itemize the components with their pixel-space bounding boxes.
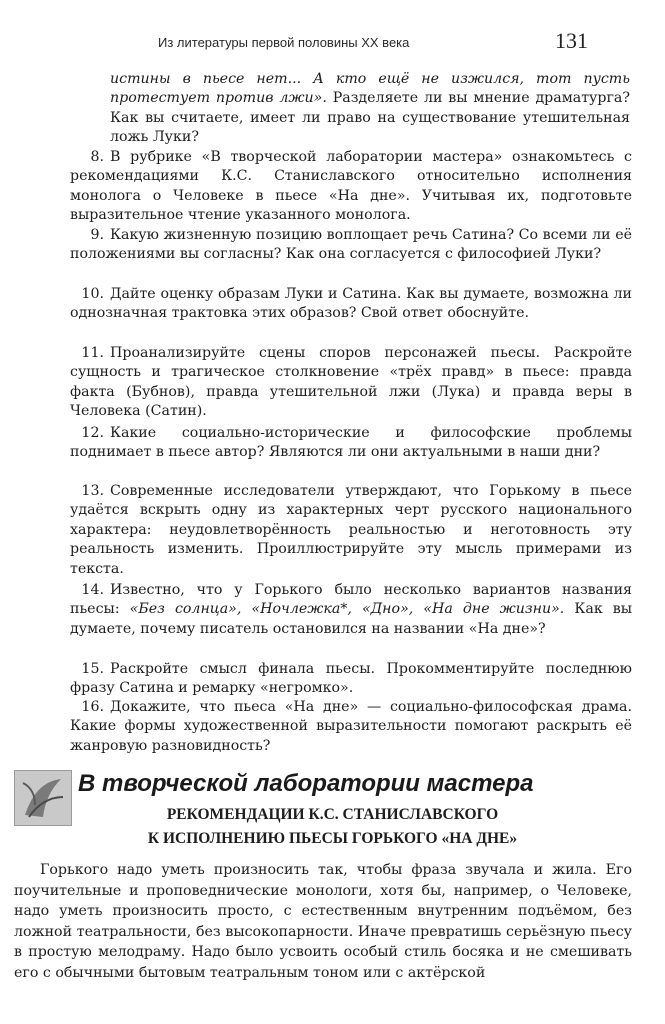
question-9 [70, 226, 632, 265]
question-text: Раскройте смысл финала пьесы. Прокомментируйте последнюю фразу Сатина и ремарку «негромко». [70, 661, 632, 697]
question-text: Современные исследователи утверждают, что Горькому в пьесе удаётся вскрыть одну из характерных черт русского национального характера: неудовлетворённость реальностью и неготовность эту реальность изменить. Проиллюстрируйте эту мысль примерами из текста. [70, 483, 632, 577]
section-heading: В творческой лаборатории мастера [78, 770, 534, 797]
subtitle-line-2: К ИСПОЛНЕНИЮ ПЬЕСЫ ГОРЬКОГО «НА ДНЕ» [147, 830, 518, 847]
question-number: 15. [81, 661, 104, 677]
question-8 [70, 148, 632, 226]
question-13 [70, 482, 632, 579]
question-number: 9. [90, 227, 104, 243]
question-number: 16. [81, 699, 104, 715]
intro-paragraph [110, 70, 630, 148]
question-number: 11. [81, 345, 104, 361]
subtitle-line-1: РЕКОМЕНДАЦИИ К.С. СТАНИСЛАВСКОГО [166, 806, 499, 823]
question-number: 8. [90, 149, 104, 165]
question-text: Дайте оценку образам Луки и Сатина. Как вы думаете, возможна ли однозначная трактовка этих образов? Свой ответ обоснуйте. [70, 286, 632, 322]
question-11 [70, 344, 632, 422]
recommendation-paragraph [14, 860, 632, 984]
question-text: Докажите, что пьеса «На дне» — социально-философская драма. Какие формы художественной выразительности помогают раскрыть её жанровую разновидность? [70, 699, 632, 754]
question-text: Какие социально-исторические и философские проблемы поднимает в пьесе автор? Являются ли они актуальными в наши дни? [70, 425, 632, 461]
paragraph-text: Горького надо уметь произносить так, чтобы фраза звучала и жила. Его поучительные и проповеднические монологи, хотя бы, например, о Человеке, надо уметь произносить просто, с естественным внутренним подъёмом, без ложной театральности, без высокопарности. Иначе превратишь серьёзную пьесу в простую мелодраму. Надо было усвоить особый стиль босяка и не смешивать его с обычными бытовым театральным тоном или с актёрской [14, 862, 632, 981]
question-number: 13. [81, 483, 104, 499]
question-text-before: Известно, что у Горького было несколько вариантов названия пьесы: [70, 582, 632, 618]
question-text: В рубрике «В творческой лаборатории мастера» ознакомьтесь с рекомендациями К.С. Станиславского относительно исполнения монолога о Человеке в пьесе «На дне». Учитывая их, подготовьте выразительное чтение указанного монолога. [70, 149, 632, 224]
intro-italic: истины в пьесе нет... А кто ещё не изжился, тот пусть протестует против лжи». [110, 71, 630, 107]
question-12 [70, 424, 632, 463]
question-number: 12. [81, 425, 104, 441]
question-text: Какую жизненную позицию воплощает речь Сатина? Со всеми ли её положениями вы согласны? Как она согласуется с философией Луки? [70, 227, 632, 263]
running-title: Из литературы первой половины XX века [158, 35, 410, 50]
intro-rest: Разделяете ли вы мнение драматурга? Как вы считаете, имеет ли право на существование утешительная ложь Луки? [110, 90, 630, 146]
question-number: 14. [81, 582, 104, 598]
question-number: 10. [81, 286, 104, 302]
page-number: 131 [555, 28, 588, 53]
question-10 [70, 285, 632, 324]
running-header [118, 28, 588, 56]
question-16 [70, 698, 632, 756]
question-text-after: Как вы думаете, почему писатель остановился на названии «На дне»? [70, 601, 633, 637]
question-14 [70, 581, 632, 639]
question-text: Проанализируйте сцены споров персонажей пьесы. Раскройте сущность и трагическое столкновение «трёх правд» в пьесе: правда факта (Бубнов), правда утешительной лжи (Лука) и правда веры в Человека (Сатин). [70, 345, 632, 420]
question-titles-italic: «Без солнца», «Ночлежка*, «Дно», «На дне жизни». [129, 601, 565, 618]
question-15 [70, 660, 632, 699]
